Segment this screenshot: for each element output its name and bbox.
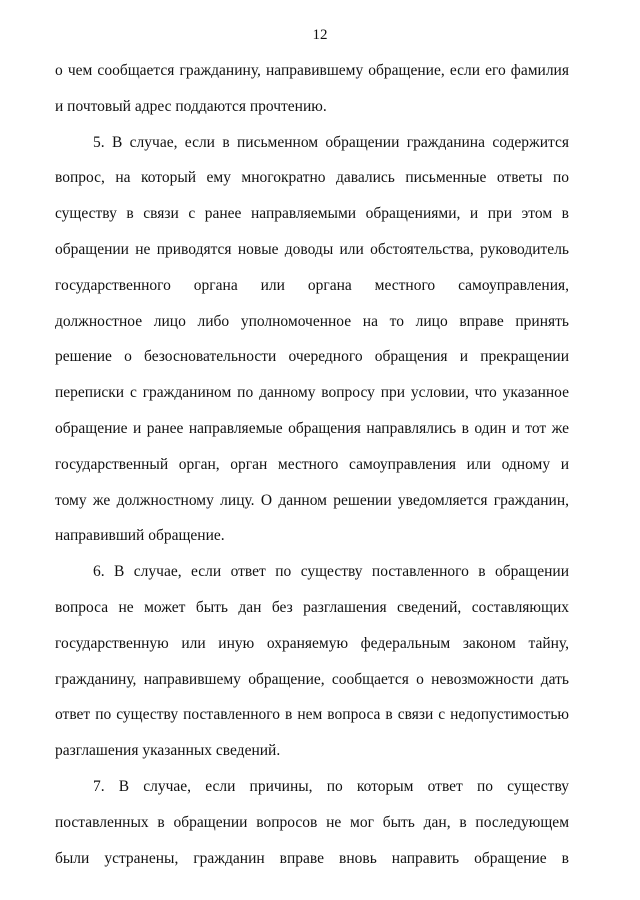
text-line: должностное лицо либо уполномоченное на то лицо вправе принять [55,312,569,330]
text-line: гражданину, направившему обращение, сообщается о невозможности дать [55,670,569,688]
text-line: вопроса не может быть дан без разглашения сведений, составляющих [55,598,569,616]
paragraph-continuation [55,53,569,125]
text-line: существу в связи с ранее направляемыми обращениями, и при этом в [55,205,569,223]
text-line: государственную или иную охраняемую федеральным законом тайну, [55,634,569,652]
text-line: государственный орган, орган местного самоуправления или одному и [55,455,569,473]
text-line: были устранены, гражданин вправе вновь направить обращение в [55,849,569,867]
text-line: разглашения указанных сведений. [55,742,281,760]
text-line: о чем сообщается гражданину, направившему обращение, если его фамилия [55,62,569,79]
text-line: обращении не приводятся новые доводы или обстоятельства, руководитель [55,240,569,258]
text-line: поставленных в обращении вопросов не мог быть дан, в последующем [55,813,569,831]
text-line: вопрос, на который ему многократно давались письменные ответы по [55,169,569,187]
paragraph-item-6 [55,554,569,769]
text-line: решение о безосновательности очередного обращения и прекращении [55,348,569,366]
paragraph-item-5 [55,125,569,555]
text-line: направивший обращение. [55,527,225,545]
text-line: обращение и ранее направляемые обращения направлялись в один и тот же [55,419,569,437]
page-number: 12 [312,27,328,43]
text-line: 6. В случае, если ответ по существу поставленного в обращении [93,563,569,581]
text-line: 7. В случае, если причины, по которым ответ по существу [93,777,569,795]
text-line: и почтовый адрес поддаются прочтению. [55,97,327,115]
text-line: государственного органа или органа местного самоуправления, [55,276,569,294]
text-line: 5. В случае, если в письменном обращении гражданина содержится [93,133,569,151]
text-line: переписки с гражданином по данному вопросу при условии, что указанное [55,384,569,402]
text-line: тому же должностному лицу. О данном решении уведомляется гражданин, [55,491,569,509]
paragraph-item-7 [55,769,569,876]
text-line: ответ по существу поставленного в нем вопроса в связи с недопустимостью [55,706,569,724]
document-body [55,53,569,876]
